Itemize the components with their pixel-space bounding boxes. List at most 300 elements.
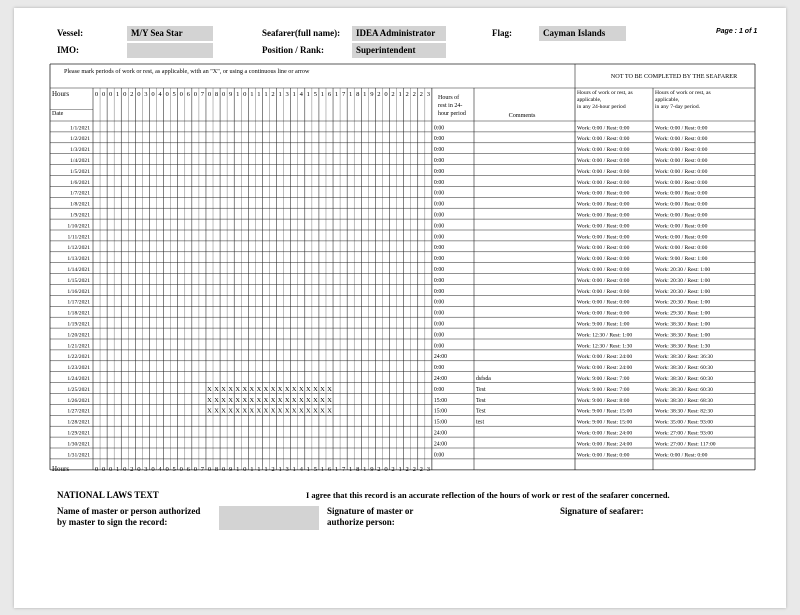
row-rest-hours: 0:00 (433, 136, 445, 143)
work-mark: X (277, 396, 283, 404)
work24-header-line: Hours of work or rest, as (577, 90, 633, 96)
hour-tick: 5 (313, 91, 318, 98)
work-mark: X (327, 396, 332, 404)
row-comment: Test (476, 386, 486, 393)
rest24-header-line: Hours of (438, 95, 460, 101)
row-work-24h: Work: 0:00 / Rest: 0:00 (577, 277, 630, 284)
row-work-24h: Work: 0:00 / Rest: 0:00 (577, 212, 630, 219)
work-mark: X (242, 396, 248, 404)
row-work-24h: Work: 0:00 / Rest: 24:00 (577, 365, 633, 372)
row-date: 1/9/2021 (70, 212, 90, 219)
vessel-value: M/Y Sea Star (127, 26, 213, 41)
hour-tick: 1 (363, 91, 367, 98)
work-mark: X (263, 385, 269, 393)
work-mark: X (306, 407, 311, 415)
row-date: 1/17/2021 (67, 299, 90, 306)
row-work-24h: Work: 0:00 / Rest: 24:00 (577, 430, 633, 437)
row-work-7d: Work: 0:00 / Rest: 0:00 (655, 190, 708, 197)
row-work-24h: Work: 0:00 / Rest: 0:00 (577, 288, 630, 295)
work-mark: X (249, 407, 255, 415)
hour-tick: 9 (229, 466, 233, 473)
hour-tick: 1 (250, 91, 254, 98)
instruction-text: Please mark periods of work or rest, as applicable, with an "X", or using a continuous line or arrow (64, 68, 310, 75)
hour-tick: 0 (165, 466, 169, 473)
row-comment: dsfsda (476, 376, 491, 382)
row-work-24h: Work: 0:00 / Rest: 0:00 (577, 158, 630, 164)
row-work-24h: Work: 9:00 / Rest: 1:00 (577, 321, 630, 328)
work-mark: X (327, 407, 332, 415)
hour-tick: 2 (377, 466, 381, 473)
row-work-24h: Work: 0:00 / Rest: 0:00 (577, 223, 630, 230)
rest24-header-line: hour period (438, 111, 466, 117)
row-rest-hours: 15:00 (433, 419, 448, 426)
row-work-7d: Work: 9:00 / Rest: 1:00 (655, 256, 708, 263)
hour-tick: 1 (278, 466, 282, 473)
row-work-7d: Work: 38:30 / Rest: 60:30 (655, 376, 713, 382)
not-seafarer-text: NOT TO BE COMPLETED BY THE SEAFARER (610, 73, 738, 80)
row-work-24h: Work: 0:00 / Rest: 0:00 (577, 310, 630, 317)
row-date: 1/31/2021 (67, 452, 90, 459)
row-work-24h: Work: 0:00 / Rest: 24:00 (577, 441, 633, 448)
work-mark: X (242, 385, 248, 393)
hour-tick: 0 (221, 91, 226, 98)
work-mark: X (277, 385, 283, 393)
position-label: Position / Rank: (262, 45, 325, 55)
work-mark: X (221, 407, 226, 415)
row-comment: Test (476, 408, 486, 415)
row-work-7d: Work: 38:30 / Rest: 82:30 (655, 408, 713, 415)
row-work-24h: Work: 0:00 / Rest: 0:00 (577, 245, 630, 252)
hour-tick: 2 (405, 466, 409, 473)
hour-tick: 5 (172, 91, 176, 98)
hour-tick: 3 (285, 91, 289, 98)
row-work-7d: Work: 20:30 / Rest: 1:00 (655, 277, 711, 284)
work-mark: X (284, 396, 290, 404)
row-work-7d: Work: 0:00 / Rest: 0:00 (655, 147, 708, 154)
row-rest-hours: 0:00 (433, 256, 445, 263)
row-rest-hours: 0:00 (433, 125, 445, 132)
comments-header: Comments (508, 112, 536, 119)
work-mark: X (214, 407, 219, 415)
work-mark: X (228, 396, 233, 404)
hour-tick: 9 (370, 466, 374, 473)
row-work-7d: Work: 38:30 / Rest: 60:30 (655, 386, 713, 393)
row-work-7d: Work: 38:30 / Rest: 1:30 (655, 343, 711, 350)
row-work-24h: Work: 0:00 / Rest: 0:00 (577, 179, 630, 186)
row-date: 1/3/2021 (70, 147, 90, 154)
hour-tick: 1 (116, 466, 120, 473)
hour-tick: 0 (193, 466, 198, 473)
row-date: 1/16/2021 (67, 288, 90, 295)
row-work-24h: Work: 9:00 / Rest: 15:00 (577, 419, 633, 426)
row-date: 1/8/2021 (70, 201, 90, 208)
row-rest-hours: 0:00 (433, 299, 445, 306)
master-signature-label-1: Signature of master or (327, 506, 414, 516)
work-mark: X (214, 396, 219, 404)
hour-tick: 0 (384, 466, 388, 473)
row-rest-hours: 0:00 (433, 168, 445, 175)
hour-tick: 0 (151, 466, 155, 473)
hour-tick: 0 (137, 466, 141, 473)
hour-tick: 8 (214, 466, 219, 473)
work7-header-line: applicable, (655, 97, 680, 103)
hours-label-top: Hours (52, 90, 70, 98)
work-mark: X (291, 385, 297, 393)
row-date: 1/5/2021 (70, 168, 90, 175)
hour-tick: 5 (313, 466, 318, 473)
row-work-7d: Work: 0:00 / Rest: 0:00 (655, 245, 708, 252)
row-date: 1/12/2021 (67, 245, 90, 252)
row-date: 1/21/2021 (67, 343, 90, 350)
hour-tick: 6 (327, 466, 332, 473)
work7-header-line: in any 7-day period. (655, 104, 701, 110)
row-work-7d: Work: 20:30 / Rest: 1:00 (655, 299, 711, 306)
row-work-24h: Work: 9:00 / Rest: 15:00 (577, 408, 633, 415)
work-mark: X (207, 396, 212, 404)
hour-tick: 2 (405, 91, 409, 98)
row-work-24h: Work: 12:30 / Rest: 1:30 (577, 343, 633, 350)
row-work-24h: Work: 0:00 / Rest: 0:00 (577, 452, 630, 459)
row-rest-hours: 0:00 (433, 190, 445, 197)
row-work-7d: Work: 0:00 / Rest: 0:00 (655, 158, 708, 164)
row-work-7d: Work: 0:00 / Rest: 0:00 (655, 125, 708, 132)
hours-grid (14, 8, 786, 488)
work-mark: X (249, 385, 255, 393)
imo-label: IMO: (57, 45, 79, 55)
master-name-value (219, 506, 319, 530)
hour-tick: 0 (221, 466, 226, 473)
hour-tick: 1 (292, 91, 296, 98)
row-date: 1/20/2021 (67, 332, 90, 339)
row-work-24h: Work: 9:00 / Rest: 7:00 (577, 376, 630, 382)
row-rest-hours: 0:00 (433, 234, 445, 241)
row-work-7d: Work: 38:30 / Rest: 36:30 (655, 354, 713, 361)
hour-tick: 1 (278, 91, 282, 98)
hour-tick: 1 (116, 91, 120, 98)
work-mark: X (270, 407, 276, 415)
work-mark: X (306, 396, 311, 404)
work-mark: X (291, 407, 297, 415)
row-work-7d: Work: 0:00 / Rest: 0:00 (655, 168, 708, 175)
hour-tick: 1 (320, 466, 325, 473)
row-date: 1/14/2021 (67, 267, 90, 273)
hour-tick: 1 (292, 466, 296, 473)
hour-tick: 3 (144, 466, 148, 473)
hour-tick: 4 (158, 91, 162, 98)
row-rest-hours: 15:00 (433, 397, 448, 404)
row-work-24h: Work: 0:00 / Rest: 0:00 (577, 299, 630, 306)
row-rest-hours: 0:00 (433, 386, 445, 393)
hour-tick: 4 (299, 91, 303, 98)
hour-tick: 1 (236, 466, 240, 473)
work-mark: X (284, 407, 290, 415)
hour-tick: 2 (412, 91, 416, 98)
hour-tick: 0 (207, 466, 212, 473)
row-date: 1/2/2021 (70, 136, 90, 143)
hour-tick: 0 (179, 91, 183, 98)
rest24-header-line: rest in 24- (438, 103, 463, 109)
work-mark: X (320, 385, 325, 393)
hour-tick: 6 (186, 91, 190, 98)
row-date: 1/13/2021 (67, 256, 90, 263)
row-rest-hours: 0:00 (433, 365, 445, 372)
seafarer-label: Seafarer(full name): (262, 28, 341, 38)
row-rest-hours: 24:00 (433, 354, 448, 361)
hour-tick: 2 (271, 466, 275, 473)
hour-tick: 1 (236, 91, 240, 98)
row-date: 1/7/2021 (70, 190, 90, 197)
hour-tick: 9 (229, 91, 233, 98)
hour-tick: 2 (271, 91, 275, 98)
row-comment: Test (476, 397, 486, 404)
timesheet-page (14, 8, 786, 608)
row-date: 1/19/2021 (67, 321, 90, 328)
hour-tick: 6 (186, 466, 190, 473)
row-rest-hours: 0:00 (433, 212, 445, 219)
row-work-24h: Work: 9:00 / Rest: 8:00 (577, 397, 630, 404)
row-work-7d: Work: 20:30 / Rest: 1:00 (655, 267, 711, 273)
work-mark: X (249, 396, 255, 404)
hours-label-bottom: Hours (52, 465, 70, 473)
hour-tick: 1 (334, 466, 339, 473)
hour-tick: 0 (151, 91, 155, 98)
work-mark: X (221, 396, 226, 404)
hour-tick: 0 (243, 466, 247, 473)
row-work-7d: Work: 27:00 / Rest: 117:00 (655, 441, 716, 448)
work-mark: X (298, 385, 304, 393)
hour-tick: 4 (158, 466, 162, 473)
work-mark: X (270, 385, 276, 393)
row-date: 1/10/2021 (67, 223, 90, 230)
work-mark: X (235, 407, 241, 415)
work-mark: X (298, 396, 304, 404)
row-work-7d: Work: 27:00 / Rest: 93:00 (655, 430, 713, 437)
row-work-7d: Work: 0:00 / Rest: 0:00 (655, 452, 708, 459)
vessel-label: Vessel: (57, 28, 84, 38)
hour-tick: 0 (109, 91, 113, 98)
work-mark: X (313, 385, 318, 393)
row-work-7d: Work: 38:30 / Rest: 68:30 (655, 397, 713, 404)
row-work-7d: Work: 38:30 / Rest: 1:00 (655, 332, 711, 339)
agreement-text: I agree that this record is an accurate reflection of the hours of work or rest of the seafarer concerned. (306, 491, 670, 500)
hour-tick: 1 (363, 466, 367, 473)
row-rest-hours: 0:00 (433, 310, 445, 317)
row-work-24h: Work: 0:00 / Rest: 24:00 (577, 354, 633, 361)
hour-tick: 0 (101, 91, 106, 98)
row-date: 1/27/2021 (67, 408, 90, 415)
row-date: 1/28/2021 (67, 419, 90, 426)
work-mark: X (277, 407, 283, 415)
hour-tick: 0 (243, 91, 247, 98)
work-mark: X (320, 407, 325, 415)
hour-tick: 2 (377, 91, 381, 98)
work-mark: X (306, 385, 311, 393)
master-name-label-2: by master to sign the record: (57, 517, 168, 527)
work-mark: X (320, 396, 325, 404)
row-work-24h: Work: 0:00 / Rest: 0:00 (577, 168, 630, 175)
row-date: 1/4/2021 (70, 158, 90, 164)
work-mark: X (313, 407, 318, 415)
row-date: 1/24/2021 (67, 376, 90, 382)
row-work-7d: Work: 0:00 / Rest: 0:00 (655, 234, 708, 241)
row-rest-hours: 0:00 (433, 277, 445, 284)
seafarer-signature-label: Signature of seafarer: (560, 506, 644, 516)
page-indicator: Page : 1 of 1 (716, 28, 758, 35)
hour-tick: 1 (257, 91, 261, 98)
row-work-7d: Work: 38:30 / Rest: 1:00 (655, 321, 711, 328)
work-mark: X (228, 385, 233, 393)
work-mark: X (256, 385, 262, 393)
row-date: 1/30/2021 (67, 441, 90, 448)
hour-tick: 2 (419, 466, 423, 473)
row-work-24h: Work: 12:30 / Rest: 1:00 (577, 332, 633, 339)
hour-tick: 0 (207, 91, 212, 98)
work-mark: X (235, 385, 241, 393)
row-rest-hours: 0:00 (433, 288, 445, 295)
work-mark: X (284, 385, 290, 393)
hour-tick: 3 (144, 91, 148, 98)
row-rest-hours: 0:00 (433, 147, 445, 154)
row-date: 1/26/2021 (67, 397, 90, 404)
hour-tick: 3 (426, 466, 430, 473)
row-rest-hours: 15:00 (433, 408, 448, 415)
flag-value: Cayman Islands (539, 26, 626, 41)
work-mark: X (207, 385, 212, 393)
row-rest-hours: 0:00 (433, 267, 445, 273)
hour-tick: 0 (94, 91, 99, 98)
row-work-7d: Work: 0:00 / Rest: 0:00 (655, 201, 708, 208)
flag-label: Flag: (492, 28, 512, 38)
row-work-7d: Work: 29:30 / Rest: 1:00 (655, 310, 711, 317)
hour-tick: 8 (214, 91, 219, 98)
work-mark: X (207, 407, 212, 415)
master-signature-label-2: authorize person: (327, 517, 395, 527)
row-work-7d: Work: 0:00 / Rest: 0:00 (655, 223, 708, 230)
row-rest-hours: 0:00 (433, 452, 445, 459)
work-mark: X (270, 396, 276, 404)
hour-tick: 1 (398, 466, 402, 473)
hour-tick: 0 (137, 91, 141, 98)
work-mark: X (327, 385, 332, 393)
row-date: 1/11/2021 (67, 234, 90, 241)
row-date: 1/15/2021 (67, 277, 90, 284)
hour-tick: 8 (356, 466, 360, 473)
hour-tick: 2 (412, 466, 416, 473)
hour-tick: 2 (130, 91, 134, 98)
work-mark: X (256, 396, 262, 404)
row-date: 1/1/2021 (70, 125, 90, 132)
work-mark: X (214, 385, 219, 393)
row-rest-hours: 0:00 (433, 245, 445, 252)
row-rest-hours: 24:00 (433, 376, 448, 382)
hour-tick: 0 (101, 466, 106, 473)
hour-tick: 2 (130, 466, 134, 473)
hour-tick: 1 (320, 91, 325, 98)
hour-tick: 0 (384, 91, 388, 98)
work-mark: X (298, 407, 304, 415)
row-rest-hours: 0:00 (433, 158, 445, 164)
row-work-24h: Work: 0:00 / Rest: 0:00 (577, 147, 630, 154)
work-mark: X (235, 396, 241, 404)
hour-tick: 0 (123, 466, 127, 473)
row-rest-hours: 0:00 (433, 201, 445, 208)
work24-header-line: applicable, (577, 97, 602, 103)
hour-tick: 0 (193, 91, 198, 98)
work-mark: X (228, 407, 233, 415)
hour-tick: 3 (426, 91, 430, 98)
row-rest-hours: 0:00 (433, 343, 445, 350)
row-work-24h: Work: 0:00 / Rest: 0:00 (577, 256, 630, 263)
national-laws-text: NATIONAL LAWS TEXT (57, 490, 159, 500)
hour-tick: 6 (327, 91, 332, 98)
hour-tick: 1 (250, 466, 254, 473)
date-label: Date (52, 111, 64, 117)
work24-header-line: in any 24-hour period (577, 104, 626, 110)
hour-tick: 9 (370, 91, 374, 98)
hour-tick: 1 (264, 91, 268, 98)
master-name-label-1: Name of master or person authorized (57, 506, 201, 516)
hour-tick: 7 (341, 91, 346, 98)
hour-tick: 0 (94, 466, 99, 473)
row-rest-hours: 0:00 (433, 223, 445, 230)
hour-tick: 8 (356, 91, 360, 98)
hour-tick: 2 (391, 466, 395, 473)
hour-tick: 2 (391, 91, 395, 98)
row-date: 1/22/2021 (67, 354, 90, 361)
hour-tick: 1 (306, 91, 310, 98)
row-work-7d: Work: 0:00 / Rest: 0:00 (655, 136, 708, 143)
hour-tick: 1 (334, 91, 339, 98)
row-comment: test (476, 419, 485, 426)
row-rest-hours: 0:00 (433, 321, 445, 328)
hour-tick: 7 (200, 91, 205, 98)
row-rest-hours: 0:00 (433, 332, 445, 339)
hour-tick: 2 (419, 91, 423, 98)
row-work-24h: Work: 0:00 / Rest: 0:00 (577, 201, 630, 208)
work-mark: X (242, 407, 248, 415)
seafarer-value: IDEA Administrator (352, 26, 446, 41)
row-work-7d: Work: 20:30 / Rest: 1:00 (655, 288, 711, 295)
row-date: 1/23/2021 (67, 365, 90, 372)
hour-tick: 1 (257, 466, 261, 473)
position-value: Superintendent (352, 43, 446, 58)
row-date: 1/25/2021 (67, 386, 90, 393)
row-work-24h: Work: 0:00 / Rest: 0:00 (577, 234, 630, 241)
work-mark: X (263, 407, 269, 415)
hour-tick: 1 (349, 91, 353, 98)
row-work-7d: Work: 0:00 / Rest: 0:00 (655, 179, 708, 186)
row-work-7d: Work: 38:30 / Rest: 60:30 (655, 365, 713, 372)
hour-tick: 1 (398, 91, 402, 98)
row-date: 1/29/2021 (67, 430, 90, 437)
hour-tick: 0 (165, 91, 169, 98)
hour-tick: 7 (341, 466, 346, 473)
hour-tick: 1 (306, 466, 310, 473)
row-work-24h: Work: 9:00 / Rest: 7:00 (577, 386, 630, 393)
hour-tick: 0 (123, 91, 127, 98)
row-work-24h: Work: 0:00 / Rest: 0:00 (577, 267, 630, 273)
row-work-7d: Work: 0:00 / Rest: 0:00 (655, 212, 708, 219)
work-mark: X (291, 396, 297, 404)
row-date: 1/6/2021 (70, 179, 90, 186)
work-mark: X (313, 396, 318, 404)
hour-tick: 4 (299, 466, 303, 473)
hour-tick: 0 (109, 466, 113, 473)
row-rest-hours: 0:00 (433, 179, 445, 186)
hour-tick: 1 (264, 466, 268, 473)
row-date: 1/18/2021 (67, 310, 90, 317)
hour-tick: 3 (285, 466, 289, 473)
